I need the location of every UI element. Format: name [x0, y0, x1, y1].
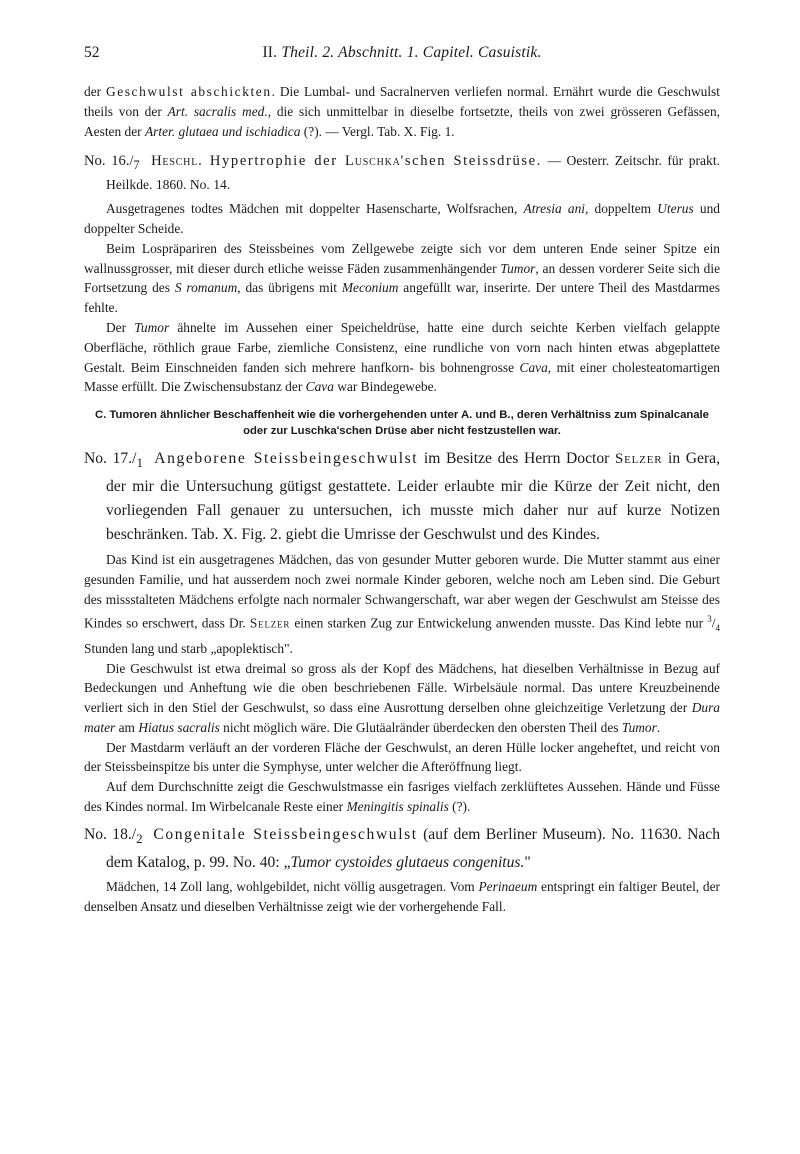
entry-17-paragraph-1: Das Kind ist ein ausgetragenes Mädchen, das von gesunder Mutter geboren wurde. Die Mutter stammt aus einer gesunden Familie, und hat ausserdem noch zwei normale Kinder geboren, welche noch am Leben sind. Die Geburt des missstalteten Mädchens erfolgte nach normaler Schwangerschaft, war aber wegen der Geschwulst am Steisse des Kindes so erschwert, dass Dr. Selzer einen starken Zug zur Entwickelung anwenden musste. Das Kind lebte nur $^3/_4$ Stunden lang und starb „apoplektisch".: [84, 552, 720, 656]
page-number: 52: [84, 44, 100, 61]
entry-16-paragraph-1: Ausgetragenes todtes Mädchen mit doppelter Hasenscharte, Wolfsrachen, Atresia ani, doppeltem Uterus und doppelter Scheide.: [84, 201, 720, 237]
theil-label: Theil.: [281, 44, 319, 61]
entry-17-paragraph-3: Der Mastdarm verläuft an der vorderen Fläche der Geschwulst, an deren Hülle locker angeheftet, und reicht von der Steissbeinspitze bis unter die Symphyse, unter welcher die Afteröffnung liegt.: [84, 739, 720, 775]
entry-17-heading: No. $17./_1$ Angeborene Steissbeingeschwulst im Besitze des Herrn Doctor Selzer in Gera, der mir die Untersuchung gütigst gestattete. Leider erlaubte mir die Kürze der Zeit nicht, den vorliegenden Fall genauer zu untersuchen, ich musste mich daher nur auf kurze Notizen beschränken. Tab. X. Fig. 2. giebt die Umrisse der Geschwulst und des Kindes.: [84, 450, 720, 544]
entry-18-paragraph-1: Mädchen, 14 Zoll lang, wohlgebildet, nicht völlig ausgetragen. Vom Perinaeum entspringt ein faltiger Beutel, der denselben Ansatz und dieselben Verhältnisse zeigt wie der vorhergehende Fall.: [84, 878, 721, 914]
entry-16-paragraph-2: Beim Lospräpariren des Steissbeines vom Zellgewebe zeigte sich vor dem unteren Ende seiner Spitze ein wallnussgrosser, mit dieser durch etliche weisse Fäden zusammenhängender Tumor, an dessen vorderer Seite sich die Fortsetzung des S romanum, das übrigens mit Meconium angefüllt war, inserirte. Der untere Theil des Mastdarmes fehlte.: [84, 240, 721, 316]
entry-16-paragraph-3: Der Tumor ähnelte im Aussehen einer Speicheldrüse, hatte eine durch seichte Kerben vielfach gelappte Oberfläche, röthlich graue Farbe, ziemliche Consistenz, eine rundliche von vorn nach hinten etwas abgeplattete Gestalt. Beim Einschneiden fanden sich mehrere hanfkorn- bis bohnengrosse Cava, mit einer cholesteatomartigen Masse erfüllt. Die Zwischensubstanz der Cava war Bindegewebe.: [84, 320, 721, 395]
abschnitt-label: 2. Abschnitt.: [322, 44, 403, 61]
section-c-heading: C. Tumoren ähnlicher Beschaffenheit wie die vorhergehenden unter A. und B., deren Verhältniss zum Spinalcanale oder zur Luschka'schen Drüse aber nicht festzustellen war.: [95, 409, 709, 438]
capitel-label: 1. Capitel.: [406, 44, 474, 61]
topic-label: Casuistik.: [477, 44, 542, 61]
running-header: [84, 44, 720, 62]
entry-16-heading: No. $16./_7$ Heschl. Hypertrophie der Luschka'schen Steissdrüse. — Oesterr. Zeitschr. für prakt. Heilkde. 1860. No. 14.: [84, 153, 721, 193]
entry-18-heading: No. $18./_2$ Congenitale Steissbeingeschwulst (auf dem Berliner Museum). No. 11630. Nach dem Katalog, p. 99. No. 40: „Tumor cystoides glutaeus congenitus.": [84, 825, 720, 871]
running-title: [140, 44, 720, 62]
paragraph-continuation: der Geschwulst abschickten. Die Lumbal- und Sacralnerven verliefen normal. Ernährt wurde die Geschwulst theils von der Art. sacralis med., die sich unmittelbar in dieselbe fortsetzte, theils von zwei grösseren Gefässen, Aesten der Arter. glutaea und ischiadica (?). — Vergl. Tab. X. Fig. 1.: [84, 84, 720, 139]
part-label: II.: [262, 44, 278, 61]
entry-17-paragraph-4: Auf dem Durchschnitte zeigt die Geschwulstmasse ein fasriges vielfach zerklüftetes Aussehen. Hände und Füsse des Kindes normal. Im Wirbelcanale Reste einer Meningitis spinalis (?).: [84, 779, 720, 815]
entry-17-paragraph-2: Die Geschwulst ist etwa dreimal so gross als der Kopf des Mädchens, hat dieselben Verhältnisse in Bezug auf Bedeckungen und Anheftung wie die oben beschriebenen Fälle. Wirbelsäule normal. Das untere Kreuzbeinende verliert sich in den Stiel der Geschwulst, so dass eine Ausrottung derselben ohne gleichzeitige Verletzung der Dura mater am Hiatus sacralis nicht möglich wäre. Die Glutäalränder überdecken den obersten Theil des Tumor.: [84, 660, 720, 735]
